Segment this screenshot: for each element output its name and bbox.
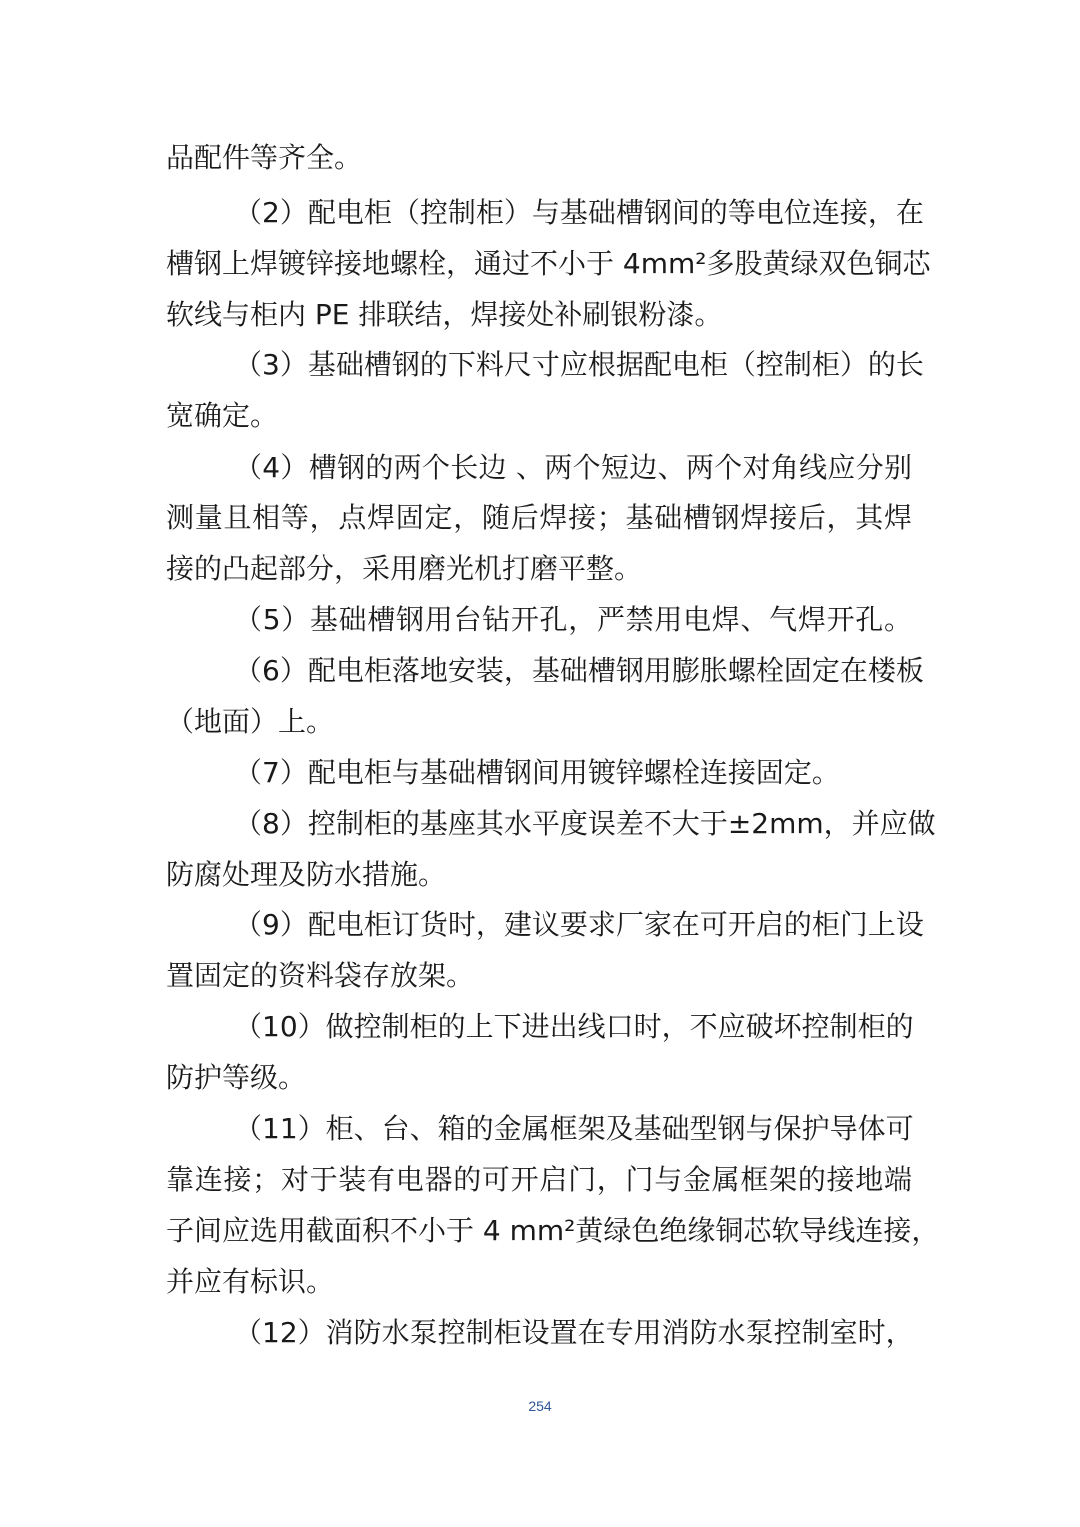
text-line: 宽确定。 <box>166 399 279 432</box>
text-line: 防腐处理及防水措施。 <box>166 858 447 891</box>
text-line: 测量且相等，点焊固定，随后焊接；基础槽钢焊接后，其焊 <box>166 501 912 534</box>
text-line: （2）配电柜（控制柜）与基础槽钢间的等电位连接，在 <box>234 196 924 229</box>
text-line: （11）柜、台、箱的金属框架及基础型钢与保护导体可 <box>234 1112 914 1145</box>
text-line: 防护等级。 <box>166 1061 307 1094</box>
text-line: 子间应选用截面积不小于 4 mm²黄绿色绝缘铜芯软导线连接， <box>166 1214 940 1247</box>
text-line: 并应有标识。 <box>166 1265 335 1298</box>
text-line: （4）槽钢的两个长边 、两个短边、两个对角线应分别 <box>234 451 912 484</box>
text-line: 槽钢上焊镀锌接地螺栓，通过不小于 4mm²多股黄绿双色铜芯 <box>166 247 931 280</box>
text-line: （3）基础槽钢的下料尺寸应根据配电柜（控制柜）的长 <box>234 348 924 381</box>
text-line: 置固定的资料袋存放架。 <box>166 959 475 992</box>
text-line: 软线与柜内 PE 排联结，焊接处补刷银粉漆。 <box>166 298 723 331</box>
text-line: （9）配电柜订货时，建议要求厂家在可开启的柜门上设 <box>234 908 924 941</box>
text-line: （12）消防水泵控制柜设置在专用消防水泵控制室时， <box>234 1316 914 1349</box>
text-line: （5）基础槽钢用台钻开孔，严禁用电焊、气焊开孔。 <box>234 603 912 636</box>
text-line: 接的凸起部分，采用磨光机打磨平整。 <box>166 552 643 585</box>
text-line: 品配件等齐全。 <box>166 141 363 174</box>
text-line: （6）配电柜落地安装，基础槽钢用膨胀螺栓固定在楼板 <box>234 654 924 687</box>
page-number: 254 <box>528 1398 552 1414</box>
text-line: 靠连接；对于装有电器的可开启门，门与金属框架的接地端 <box>166 1163 912 1196</box>
text-line: （地面）上。 <box>166 705 335 738</box>
text-line: （10）做控制柜的上下进出线口时，不应破坏控制柜的 <box>234 1010 914 1043</box>
text-line: （7）配电柜与基础槽钢间用镀锌螺栓连接固定。 <box>234 756 840 789</box>
text-line: （8）控制柜的基座其水平度误差不大于±2mm，并应做 <box>234 807 936 840</box>
